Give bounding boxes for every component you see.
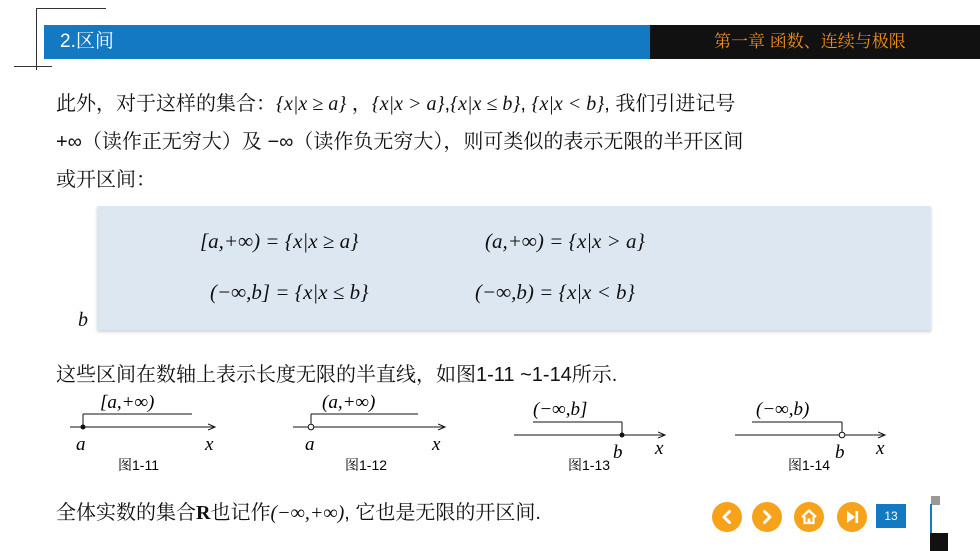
prev-button[interactable] [712, 502, 742, 532]
decor-square-black [930, 533, 948, 551]
open-point [308, 424, 314, 430]
open-point [839, 432, 845, 438]
point-label: a [76, 434, 86, 455]
figure-caption: 图1-14 [788, 457, 831, 473]
figure-caption: 图1-13 [568, 457, 611, 473]
real-text-b: 也记作 [210, 502, 271, 524]
point-label: a [305, 434, 315, 455]
real-interval: (−∞,+∞) [270, 502, 345, 524]
decor-corner-horizontal [14, 66, 52, 67]
sep: ， [346, 93, 372, 115]
chapter-title: 第一章 函数、连续与极限 [650, 25, 980, 59]
paragraph-real-numbers [56, 496, 541, 525]
intro-text: 此外，对于这样的集合： [56, 93, 276, 115]
interval-label: (−∞,b] [533, 399, 588, 420]
chevron-right-icon [759, 509, 775, 525]
paragraph-open-interval: 或开区间： [56, 169, 156, 191]
axis-label: x [655, 438, 664, 459]
point-label: b [613, 442, 623, 463]
end-button[interactable] [837, 502, 867, 532]
paragraph-infinity: +∞（读作正无穷大）及 −∞（读作负无穷大），则可类似的表示无限的半开区间 [56, 131, 744, 153]
interval-label: [a,+∞) [100, 392, 155, 413]
figure-caption: 图1-11 [118, 457, 159, 473]
axis-label: x [876, 438, 885, 459]
set-gt-a: {x|x > a} [371, 93, 445, 115]
sep: , [444, 93, 451, 115]
set-lt-b: {x|x < b} [531, 93, 605, 115]
formula-open-right-infinite: (−∞,b) = {x|x < b} [475, 280, 635, 304]
interval-label: (a,+∞) [322, 392, 376, 413]
formula-open-left-infinite: (a,+∞) = {x|x > a} [485, 229, 645, 253]
formula-closed-left-infinite: [a,+∞) = {x|x ≥ a} [200, 229, 359, 253]
figure-1-12 [293, 392, 445, 473]
real-set-symbol: R [196, 502, 211, 524]
decor-top-line [36, 8, 106, 9]
stray-symbol: b [78, 309, 88, 331]
next-button[interactable] [752, 502, 782, 532]
point-label: b [835, 442, 845, 463]
page-number: 13 [876, 504, 906, 528]
slide-header [44, 25, 980, 59]
skip-end-icon [843, 508, 861, 526]
axis-label: x [432, 434, 441, 455]
decor-square-gray [931, 496, 940, 505]
home-button[interactable] [794, 502, 824, 532]
closed-point [81, 425, 86, 430]
set-le-b: {x|x ≤ b} [450, 93, 521, 115]
real-text-c: , 它也是无限的开区间. [344, 502, 541, 524]
axis-label: x [205, 434, 214, 455]
figure-1-11 [70, 392, 215, 473]
number-line-figures [0, 388, 980, 478]
chevron-left-icon [719, 509, 735, 525]
paragraph-half-lines: 这些区间在数轴上表示长度无限的半直线，如图1-11 ~1-14所示. [56, 364, 618, 386]
set-ge-a: {x|x ≥ a} [276, 93, 347, 115]
formula-closed-right-infinite: (−∞,b] = {x|x ≤ b} [210, 280, 369, 304]
decor-line-blue [930, 504, 932, 534]
sep: , [520, 93, 532, 115]
intro-text-end: , 我们引进记号 [604, 93, 736, 115]
paragraph-intro [56, 92, 735, 116]
decor-corner-vertical [36, 8, 37, 70]
home-icon [800, 508, 818, 526]
figure-1-13 [514, 399, 665, 473]
section-title: 2.区间 [44, 25, 650, 59]
formula-box [97, 206, 931, 330]
real-text-a: 全体实数的集合 [56, 502, 196, 524]
interval-label: (−∞,b) [756, 399, 810, 420]
figure-caption: 图1-12 [345, 457, 388, 473]
closed-point [620, 433, 625, 438]
figure-1-14 [735, 399, 885, 473]
